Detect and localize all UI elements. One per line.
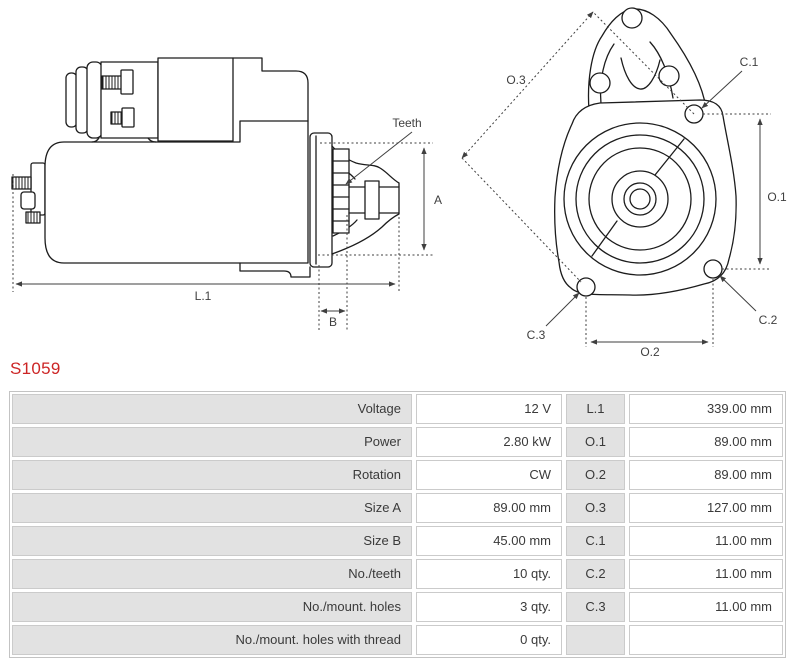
table-row [12, 559, 783, 589]
ear-hole-left [590, 73, 610, 93]
dim-label-c3: C.3 [526, 328, 546, 342]
ear-hole-top [622, 8, 642, 28]
table-row [12, 526, 783, 556]
spec-label: No./mount. holes [12, 592, 412, 622]
spec-label: No./mount. holes with thread [12, 625, 412, 655]
dim-code: C.3 [566, 592, 625, 622]
dim-label-o3: O.3 [506, 73, 526, 87]
dim-value: 127.00 mm [629, 493, 783, 523]
dim-label-c2: C.2 [758, 313, 778, 327]
dim-value: 89.00 mm [629, 460, 783, 490]
dim-label-c1: C.1 [739, 55, 759, 69]
spec-value: 89.00 mm [416, 493, 562, 523]
dim-value [629, 625, 783, 655]
dim-label-o1: O.1 [767, 190, 787, 204]
table-row [12, 460, 783, 490]
bolt-hole-c2 [704, 260, 722, 278]
dim-value: 339.00 mm [629, 394, 783, 424]
c2-leader [720, 276, 756, 311]
terminal-stud-upper [102, 76, 122, 89]
bolt-hole-c3 [577, 278, 595, 296]
dim-label-l1: L.1 [194, 289, 212, 303]
mounting-ear [589, 8, 706, 110]
spec-label: Size A [12, 493, 412, 523]
spec-label: Voltage [12, 394, 412, 424]
dim-code: O.2 [566, 460, 625, 490]
dim-code: C.2 [566, 559, 625, 589]
table-row [12, 493, 783, 523]
dim-label-b: B [328, 315, 338, 329]
dim-label-a: A [433, 193, 443, 207]
drive-end-bracket [233, 58, 308, 121]
ear-hole-right [659, 66, 679, 86]
bottom-bracket [240, 263, 310, 277]
dim-code [566, 625, 625, 655]
c3-leader [546, 293, 579, 326]
spec-label: No./teeth [12, 559, 412, 589]
spec-label: Size B [12, 526, 412, 556]
table-row [12, 394, 783, 424]
pinion-shaft [349, 181, 399, 219]
rear-terminal-parts [12, 163, 45, 223]
dim-value: 11.00 mm [629, 526, 783, 556]
dim-code: C.1 [566, 526, 625, 556]
side-view-diagram [12, 58, 399, 277]
dim-value: 11.00 mm [629, 559, 783, 589]
spec-value: 12 V [416, 394, 562, 424]
dim-code: O.1 [566, 427, 625, 457]
dim-code: L.1 [566, 394, 625, 424]
teeth-label: Teeth [392, 116, 422, 130]
mounting-face-plate [310, 133, 332, 267]
product-code-title: S1059 [10, 359, 61, 378]
dim-code: O.3 [566, 493, 625, 523]
motor-body [45, 121, 308, 263]
dim-value: 89.00 mm [629, 427, 783, 457]
dim-label-o2: O.2 [640, 345, 660, 359]
solenoid [66, 58, 233, 142]
dim-value: 11.00 mm [629, 592, 783, 622]
spec-value: 3 qty. [416, 592, 562, 622]
table-row [12, 592, 783, 622]
spec-value: CW [416, 460, 562, 490]
table-row [12, 625, 783, 655]
c1-leader [702, 71, 742, 108]
front-view-diagram [555, 8, 737, 296]
spec-label: Rotation [12, 460, 412, 490]
teeth-callout-leader [346, 132, 412, 184]
terminal-stud-lower [111, 112, 123, 124]
spec-label: Power [12, 427, 412, 457]
spec-value: 10 qty. [416, 559, 562, 589]
spec-table [9, 391, 786, 658]
spec-value: 45.00 mm [416, 526, 562, 556]
spec-value: 0 qty. [416, 625, 562, 655]
table-row [12, 427, 783, 457]
spec-value: 2.80 kW [416, 427, 562, 457]
